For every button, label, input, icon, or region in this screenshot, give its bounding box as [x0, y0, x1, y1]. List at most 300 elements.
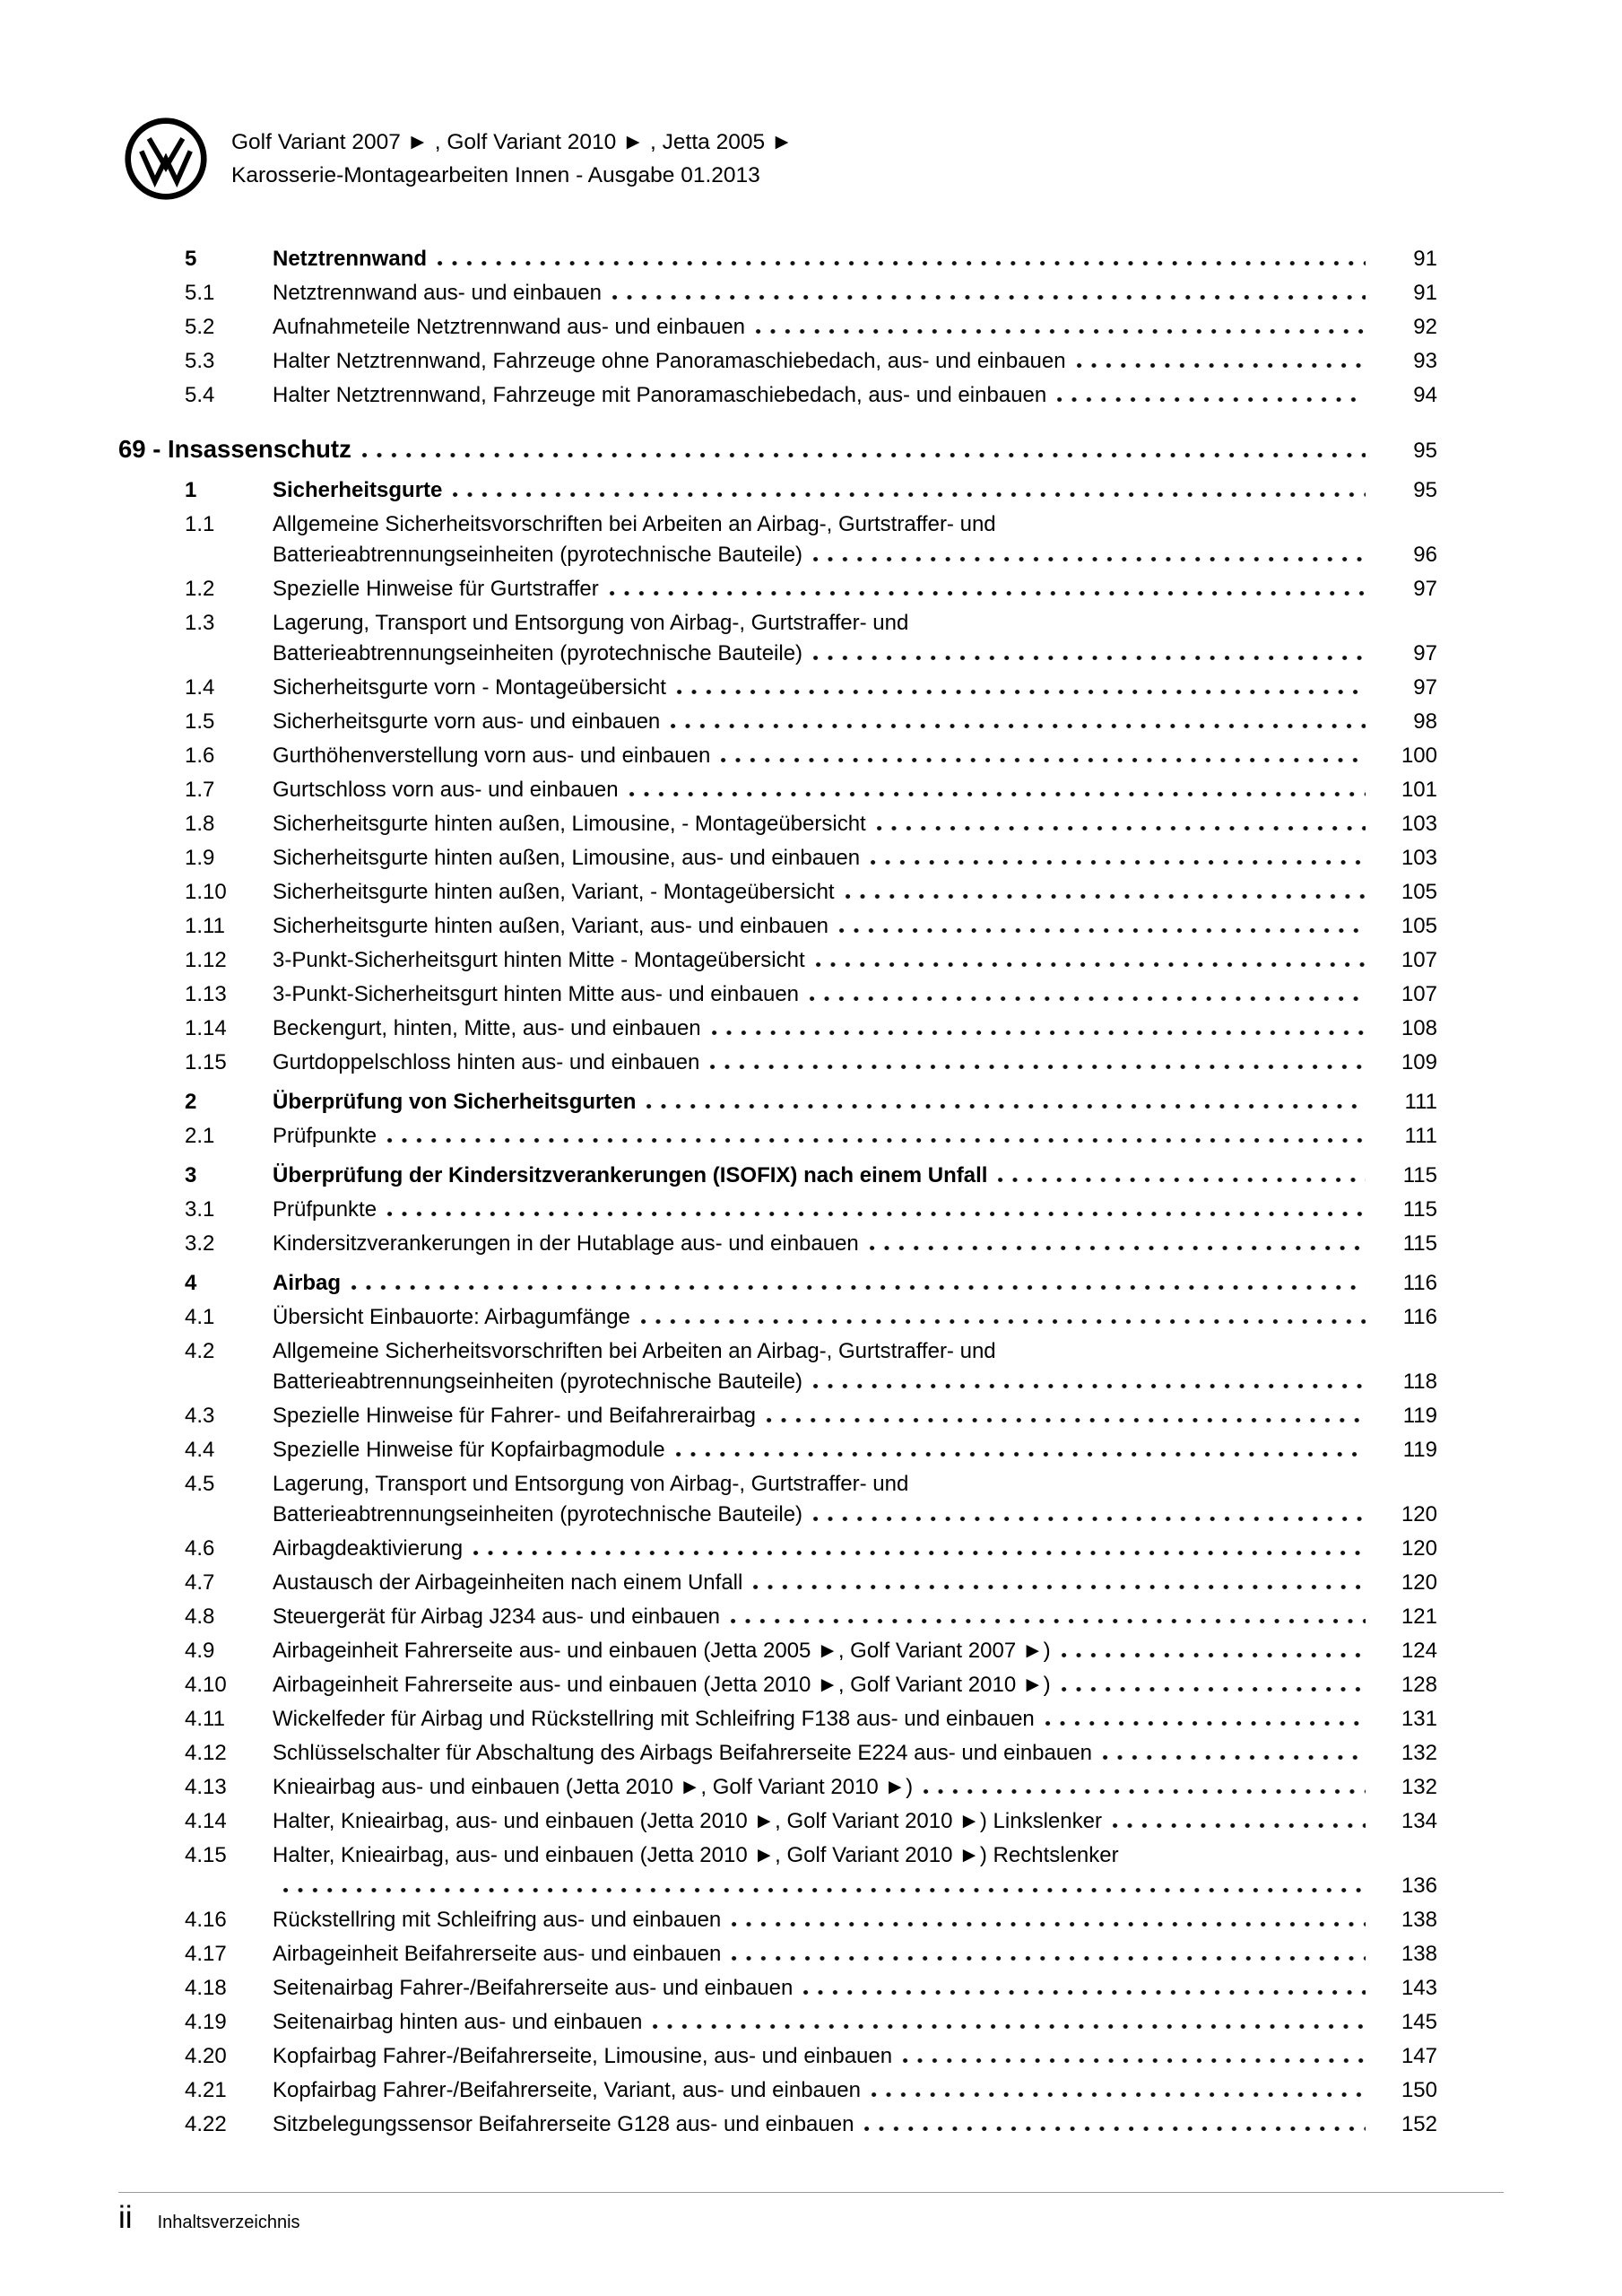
toc-entry-line	[118, 475, 1437, 506]
toc-entry-line	[118, 540, 1437, 570]
toc-entry-title: Lagerung, Transport und Entsorgung von Airbag-, Gurtstraffer- und	[273, 611, 909, 635]
footer-page-number: ii	[118, 2200, 133, 2235]
toc	[118, 235, 1437, 2144]
toc-entry	[118, 2075, 1437, 2106]
toc-entry-title: Airbagdeaktivierung	[273, 1536, 464, 1561]
dot-leader	[813, 1384, 1366, 1388]
dot-leader	[1057, 397, 1366, 402]
footer-divider	[118, 2192, 1504, 2193]
toc-entry-page: 96	[1413, 543, 1437, 567]
toc-entry	[118, 2109, 1437, 2140]
toc-entry-page: 145	[1401, 2010, 1437, 2034]
dot-leader	[731, 1619, 1366, 1623]
toc-entry-number: 5.2	[185, 315, 215, 339]
toc-entry	[118, 673, 1437, 703]
toc-entry-number: 3	[185, 1163, 197, 1187]
toc-entry-title: Spezielle Hinweise für Fahrer- und Beifahrerairbag	[273, 1404, 756, 1428]
toc-entry	[118, 1704, 1437, 1735]
toc-entry-number: 4.22	[185, 2112, 227, 2136]
toc-entry-page: 115	[1402, 1163, 1437, 1187]
dot-leader	[846, 894, 1366, 899]
dot-leader	[767, 1418, 1366, 1422]
toc-entry-line	[118, 432, 1437, 466]
toc-entry	[118, 2007, 1437, 2038]
toc-entry-page: 116	[1402, 1305, 1437, 1329]
toc-entry-line	[118, 639, 1437, 669]
toc-entry-title: Prüfpunkte	[273, 1197, 377, 1222]
toc-entry-number: 4.6	[185, 1536, 215, 1561]
toc-entry-number: 4.10	[185, 1673, 227, 1697]
toc-entry-line	[118, 1534, 1437, 1564]
toc-entry-page: 132	[1401, 1775, 1437, 1799]
toc-entry-title: 3-Punkt-Sicherheitsgurt hinten Mitte - Montageübersicht	[273, 948, 805, 972]
toc-entry-page: 120	[1401, 1502, 1437, 1526]
toc-entry-page: 143	[1401, 1976, 1437, 2000]
toc-entry-page: 92	[1413, 315, 1437, 339]
toc-entry-title: Prüfpunkte	[273, 1124, 377, 1148]
toc-entry-number: 4.17	[185, 1942, 227, 1966]
toc-entry-number: 4.15	[185, 1843, 227, 1867]
toc-entry-line	[118, 1871, 1437, 1901]
toc-entry-page: 120	[1401, 1570, 1437, 1595]
toc-entry-number: 4.14	[185, 1809, 227, 1833]
toc-chapter-title: 69 - Insassenschutz	[118, 435, 351, 463]
toc-entry	[118, 775, 1437, 805]
toc-entry-line	[118, 608, 1437, 639]
dot-leader	[710, 1065, 1366, 1069]
toc-entry	[118, 1195, 1437, 1225]
toc-entry-title: Sicherheitsgurte hinten außen, Limousine, - Montageübersicht	[273, 812, 866, 836]
toc-entry-page: 103	[1401, 812, 1437, 836]
dot-leader	[1062, 1653, 1366, 1657]
toc-entry-number: 4.21	[185, 2078, 227, 2102]
dot-leader	[676, 1452, 1366, 1457]
toc-entry-line	[118, 741, 1437, 771]
header-models-line: Golf Variant 2007 ► , Golf Variant 2010 ► , Jetta 2005 ►	[231, 130, 794, 154]
toc-entry-title: Spezielle Hinweise für Gurtstraffer	[273, 577, 599, 601]
toc-entry-page: 91	[1413, 247, 1437, 271]
toc-entry-title: Seitenairbag Fahrer-/Beifahrerseite aus- und einbauen	[273, 1976, 794, 2000]
toc-entry-page: 97	[1413, 675, 1437, 700]
toc-entry-line	[118, 1670, 1437, 1700]
toc-entry	[118, 1336, 1437, 1397]
dot-leader	[677, 690, 1366, 694]
toc-entry-line	[118, 1500, 1437, 1530]
toc-entry-number: 2.1	[185, 1124, 215, 1148]
toc-entry-page: 115	[1402, 1197, 1437, 1222]
toc-entry	[118, 1302, 1437, 1333]
dot-leader	[362, 453, 1366, 457]
dot-leader	[903, 2058, 1366, 2063]
toc-entry-title: 3-Punkt-Sicherheitsgurt hinten Mitte aus- und einbauen	[273, 982, 800, 1006]
toc-entry-line	[118, 979, 1437, 1010]
toc-entry-title: Wickelfeder für Airbag und Rückstellring mit Schleifring F138 aus- und einbauen	[273, 1707, 1035, 1731]
toc-entry-line	[118, 843, 1437, 874]
toc-entry-line	[118, 707, 1437, 737]
toc-entry-line	[118, 1013, 1437, 1044]
toc-entry	[118, 1636, 1437, 1666]
toc-entry-title: Überprüfung der Kindersitzverankerungen (ISOFIX) nach einem Unfall	[273, 1163, 988, 1187]
toc-entry-page: 115	[1402, 1231, 1437, 1256]
header-subtitle-line: Karosserie-Montagearbeiten Innen - Ausgabe 01.2013	[231, 163, 760, 187]
footer-section-label: Inhaltsverzeichnis	[157, 2213, 300, 2232]
toc-entry-number: 4.11	[185, 1707, 225, 1731]
toc-entry-number: 1.13	[185, 982, 227, 1006]
toc-entry	[118, 1738, 1437, 1769]
toc-entry-title: Batterieabtrennungseinheiten (pyrotechnische Bauteile)	[273, 641, 803, 665]
toc-entry-title: Gurtschloss vorn aus- und einbauen	[273, 778, 619, 802]
toc-entry	[118, 877, 1437, 908]
toc-entry-number: 4.4	[185, 1438, 215, 1462]
toc-entry-title: Rückstellring mit Schleifring aus- und einbauen	[273, 1908, 722, 1932]
toc-entry-title: Seitenairbag hinten aus- und einbauen	[273, 2010, 643, 2034]
toc-entry-number: 4.20	[185, 2044, 227, 2068]
toc-entry-page: 97	[1413, 577, 1437, 601]
dot-leader	[813, 1517, 1366, 1521]
toc-entry-number: 4.9	[185, 1639, 215, 1663]
toc-entry-title: Batterieabtrennungseinheiten (pyrotechnische Bauteile)	[273, 1370, 803, 1394]
dot-leader	[816, 962, 1366, 967]
toc-entry-line	[118, 877, 1437, 908]
toc-entry-title: Sicherheitsgurte hinten außen, Variant, - Montageübersicht	[273, 880, 835, 904]
dot-leader	[1103, 1755, 1366, 1760]
toc-entry-title: Kopfairbag Fahrer-/Beifahrerseite, Variant, aus- und einbauen	[273, 2078, 861, 2102]
toc-entry-number: 1.11	[185, 914, 225, 938]
dot-leader	[877, 826, 1366, 831]
toc-entry-number: 1.12	[185, 948, 227, 972]
toc-entry-page: 138	[1401, 1908, 1437, 1932]
toc-entry	[118, 1973, 1437, 2004]
toc-entry-line	[118, 809, 1437, 839]
toc-entry-number: 5.3	[185, 349, 215, 373]
toc-entry-line	[118, 509, 1437, 540]
dot-leader	[351, 1285, 1366, 1290]
dot-leader	[872, 2092, 1366, 2097]
toc-entry-number: 4.12	[185, 1741, 227, 1765]
toc-entry-page: 134	[1401, 1809, 1437, 1833]
toc-entry-line	[118, 2075, 1437, 2106]
dot-leader	[653, 2024, 1366, 2029]
toc-entry	[118, 1229, 1437, 1259]
header-text-block	[231, 126, 793, 192]
toc-entry-title: Halter Netztrennwand, Fahrzeuge mit Panoramaschiebedach, aus- und einbauen	[273, 383, 1047, 407]
toc-entry-title: Allgemeine Sicherheitsvorschriften bei Arbeiten an Airbag-, Gurtstraffer- und	[273, 1339, 996, 1363]
toc-entry-title: Spezielle Hinweise für Kopfairbagmodule	[273, 1438, 665, 1462]
toc-entry-line	[118, 1302, 1437, 1333]
dot-leader	[721, 758, 1366, 762]
toc-entry-page: 132	[1401, 1741, 1437, 1765]
toc-entry-line	[118, 1772, 1437, 1803]
toc-entry	[118, 1121, 1437, 1152]
toc-entry	[118, 1161, 1437, 1191]
toc-entry-line	[118, 1336, 1437, 1367]
toc-entry-line	[118, 1738, 1437, 1769]
toc-entry	[118, 1435, 1437, 1465]
toc-entry-page: 152	[1401, 2112, 1437, 2136]
toc-entry-page: 95	[1413, 478, 1437, 502]
toc-entry-number: 4.18	[185, 1976, 227, 2000]
toc-entry-number: 1	[185, 478, 197, 502]
toc-entry-line	[118, 2109, 1437, 2140]
toc-entry-number: 1.4	[185, 675, 215, 700]
toc-entry	[118, 911, 1437, 942]
toc-entry-title: Kopfairbag Fahrer-/Beifahrerseite, Limousine, aus- und einbauen	[273, 2044, 893, 2068]
toc-entry-number: 4.2	[185, 1339, 215, 1363]
toc-entry	[118, 1602, 1437, 1632]
toc-entry-line	[118, 1367, 1437, 1397]
toc-entry-page: 111	[1404, 1090, 1437, 1114]
toc-entry-page: 136	[1401, 1874, 1437, 1898]
toc-entry-page: 91	[1413, 281, 1437, 305]
toc-entry	[118, 574, 1437, 604]
toc-entry-line	[118, 1469, 1437, 1500]
toc-entry	[118, 707, 1437, 737]
dot-leader	[924, 1789, 1366, 1794]
toc-entry-number: 1.6	[185, 744, 215, 768]
toc-entry-number: 1.15	[185, 1050, 227, 1074]
toc-entry	[118, 1048, 1437, 1078]
toc-entry-line	[118, 1087, 1437, 1118]
toc-entry-number: 4.19	[185, 2010, 227, 2034]
toc-entry-title: Überprüfung von Sicherheitsgurten	[273, 1090, 637, 1114]
toc-entry	[118, 809, 1437, 839]
toc-entry-title: Batterieabtrennungseinheiten (pyrotechnische Bauteile)	[273, 543, 803, 567]
toc-entry	[118, 1087, 1437, 1118]
toc-entry-line	[118, 1806, 1437, 1837]
toc-entry	[118, 380, 1437, 411]
toc-entry-number: 3.1	[185, 1197, 215, 1222]
toc-entry-line	[118, 1229, 1437, 1259]
toc-entry-title: Beckengurt, hinten, Mitte, aus- und einbauen	[273, 1016, 701, 1040]
dot-leader	[732, 1956, 1366, 1961]
dot-leader	[998, 1178, 1366, 1182]
toc-entry-title: Batterieabtrennungseinheiten (pyrotechnische Bauteile)	[273, 1502, 803, 1526]
toc-entry	[118, 312, 1437, 343]
toc-entry-page: 109	[1401, 1050, 1437, 1074]
toc-entry-page: 105	[1401, 914, 1437, 938]
toc-entry-page: 124	[1401, 1639, 1437, 1663]
toc-entry-page: 98	[1413, 709, 1437, 734]
dot-leader	[810, 996, 1366, 1001]
dot-leader	[1045, 1721, 1366, 1726]
toc-entry-page: 101	[1401, 778, 1437, 802]
toc-entry-page: 128	[1401, 1673, 1437, 1697]
toc-chapter	[118, 432, 1437, 466]
toc-entry	[118, 2041, 1437, 2072]
toc-entry-title: Lagerung, Transport und Entsorgung von Airbag-, Gurtstraffer- und	[273, 1472, 909, 1496]
toc-entry-line	[118, 1973, 1437, 2004]
toc-entry-title: Kindersitzverankerungen in der Hutablage aus- und einbauen	[273, 1231, 859, 1256]
toc-entry-title: Sicherheitsgurte vorn - Montageübersicht	[273, 675, 666, 700]
toc-entry-line	[118, 1939, 1437, 1970]
toc-entry-page: 120	[1401, 1536, 1437, 1561]
toc-entry-page: 118	[1402, 1370, 1437, 1394]
toc-entry-number: 1.3	[185, 611, 215, 635]
toc-entry-title: Halter, Knieairbag, aus- und einbauen (Jetta 2010 ►, Golf Variant 2010 ►) Linkslenker	[273, 1809, 1102, 1833]
toc-entry-number: 1.10	[185, 880, 227, 904]
toc-entry	[118, 278, 1437, 309]
toc-entry	[118, 608, 1437, 669]
toc-entry-line	[118, 574, 1437, 604]
toc-entry-page: 147	[1401, 2044, 1437, 2068]
dot-leader	[1077, 363, 1366, 368]
toc-entry-page: 131	[1401, 1707, 1437, 1731]
toc-entry	[118, 1670, 1437, 1700]
toc-entry-line	[118, 673, 1437, 703]
toc-entry-title: Halter Netztrennwand, Fahrzeuge ohne Panoramaschiebedach, aus- und einbauen	[273, 349, 1066, 373]
toc-entry-title: Sicherheitsgurte hinten außen, Variant, aus- und einbauen	[273, 914, 828, 938]
toc-entry-title: Airbageinheit Fahrerseite aus- und einbauen (Jetta 2010 ►, Golf Variant 2010 ►)	[273, 1673, 1051, 1697]
toc-entry-page: 119	[1402, 1404, 1437, 1428]
toc-entry-page: 116	[1402, 1271, 1437, 1295]
toc-entry-line	[118, 1121, 1437, 1152]
toc-entry-line	[118, 911, 1437, 942]
toc-entry-page: 121	[1401, 1605, 1437, 1629]
toc-entry-page: 93	[1413, 349, 1437, 373]
toc-entry-page: 138	[1401, 1942, 1437, 1966]
toc-entry-title: Schlüsselschalter für Abschaltung des Airbags Beifahrerseite E224 aus- und einbauen	[273, 1741, 1092, 1765]
toc-entry-number: 1.9	[185, 846, 215, 870]
vw-logo-icon	[124, 117, 208, 201]
toc-entry	[118, 1840, 1437, 1901]
toc-entry-title: Gurtdoppelschloss hinten aus- und einbauen	[273, 1050, 700, 1074]
toc-entry-line	[118, 1161, 1437, 1191]
dot-leader	[1062, 1687, 1366, 1692]
dot-leader	[453, 492, 1366, 497]
dot-leader	[646, 1104, 1366, 1109]
toc-entry	[118, 741, 1437, 771]
toc-entry-number: 4.16	[185, 1908, 227, 1932]
toc-entry-title: Airbag	[273, 1271, 342, 1295]
toc-entry	[118, 509, 1437, 570]
dot-leader	[610, 591, 1366, 596]
dot-leader	[612, 295, 1366, 300]
toc-entry-line	[118, 278, 1437, 309]
toc-entry	[118, 1772, 1437, 1803]
toc-entry-number: 4.3	[185, 1404, 215, 1428]
toc-entry	[118, 1469, 1437, 1530]
toc-entry	[118, 1806, 1437, 1837]
toc-entry-number: 4.13	[185, 1775, 227, 1799]
toc-entry-title: Sitzbelegungssensor Beifahrerseite G128 aus- und einbauen	[273, 2112, 854, 2136]
toc-entry-page: 107	[1401, 982, 1437, 1006]
toc-entry-line	[118, 2041, 1437, 2072]
toc-entry-page: 150	[1401, 2078, 1437, 2102]
dot-leader	[813, 656, 1366, 660]
toc-entry	[118, 1401, 1437, 1431]
toc-entry-number: 4	[185, 1271, 197, 1295]
toc-entry	[118, 1534, 1437, 1564]
toc-entry-line	[118, 1568, 1437, 1598]
dot-leader	[629, 792, 1366, 796]
dot-leader	[387, 1138, 1366, 1143]
dot-leader	[756, 329, 1366, 334]
toc-entry-number: 1.14	[185, 1016, 227, 1040]
toc-entry-line	[118, 1435, 1437, 1465]
toc-entry-title: Sicherheitsgurte vorn aus- und einbauen	[273, 709, 661, 734]
toc-entry-number: 4.5	[185, 1472, 215, 1496]
toc-entry-line	[118, 1195, 1437, 1225]
dot-leader	[387, 1212, 1366, 1216]
toc-entry-line	[118, 1048, 1437, 1078]
toc-entry-page: 100	[1401, 744, 1437, 768]
toc-entry-title: Austausch der Airbageinheiten nach einem Unfall	[273, 1570, 743, 1595]
toc-entry	[118, 1568, 1437, 1598]
toc-entry	[118, 945, 1437, 976]
toc-entry-title: Sicherheitsgurte hinten außen, Limousine, aus- und einbauen	[273, 846, 861, 870]
toc-entry	[118, 843, 1437, 874]
toc-entry-number: 1.5	[185, 709, 215, 734]
toc-entry-page: 111	[1404, 1124, 1437, 1148]
toc-entry-page: 105	[1401, 880, 1437, 904]
dot-leader	[803, 1990, 1366, 1995]
toc-entry-title: Gurthöhenverstellung vorn aus- und einbauen	[273, 744, 711, 768]
toc-entry-line	[118, 1401, 1437, 1431]
toc-entry-title: Halter, Knieairbag, aus- und einbauen (Jetta 2010 ►, Golf Variant 2010 ►) Rechtslenker	[273, 1843, 1119, 1867]
toc-entry-line	[118, 1840, 1437, 1871]
toc-entry	[118, 1905, 1437, 1935]
toc-entry-title: Airbageinheit Fahrerseite aus- und einbauen (Jetta 2005 ►, Golf Variant 2007 ►)	[273, 1639, 1051, 1663]
toc-entry-line	[118, 380, 1437, 411]
toc-entry	[118, 244, 1437, 274]
toc-entry-number: 1.2	[185, 577, 215, 601]
toc-entry-page: 108	[1401, 1016, 1437, 1040]
toc-entry-title: Allgemeine Sicherheitsvorschriften bei Arbeiten an Airbag-, Gurtstraffer- und	[273, 512, 996, 536]
toc-entry-page: 97	[1413, 641, 1437, 665]
toc-entry-number: 1.7	[185, 778, 215, 802]
toc-entry-number: 5	[185, 247, 197, 271]
dot-leader	[864, 2126, 1366, 2131]
toc-entry-line	[118, 312, 1437, 343]
toc-entry	[118, 979, 1437, 1010]
toc-entry-title: Übersicht Einbauorte: Airbagumfänge	[273, 1305, 630, 1329]
toc-entry	[118, 346, 1437, 377]
dot-leader	[283, 1888, 1366, 1892]
toc-entry-line	[118, 1268, 1437, 1299]
toc-entry	[118, 1939, 1437, 1970]
toc-entry-line	[118, 2007, 1437, 2038]
toc-entry-line	[118, 1905, 1437, 1935]
toc-entry-number: 5.4	[185, 383, 215, 407]
toc-entry-number: 1.1	[185, 512, 215, 536]
toc-entry-title: Netztrennwand aus- und einbauen	[273, 281, 602, 305]
toc-entry-line	[118, 775, 1437, 805]
dot-leader	[870, 1246, 1366, 1250]
toc-entry	[118, 1013, 1437, 1044]
toc-entry-line	[118, 346, 1437, 377]
page-footer	[118, 2199, 300, 2237]
toc-entry-number: 1.8	[185, 812, 215, 836]
dot-leader	[1113, 1823, 1366, 1828]
toc-entry-title: Aufnahmeteile Netztrennwand aus- und einbauen	[273, 315, 746, 339]
toc-entry-page: 119	[1402, 1438, 1437, 1462]
dot-leader	[438, 261, 1366, 265]
toc-entry-line	[118, 1602, 1437, 1632]
page-header	[124, 117, 793, 201]
toc-entry	[118, 475, 1437, 506]
dot-leader	[813, 557, 1366, 561]
dot-leader	[473, 1551, 1366, 1555]
toc-entry-number: 4.1	[185, 1305, 215, 1329]
dot-leader	[871, 860, 1366, 865]
toc-entry-page: 103	[1401, 846, 1437, 870]
dot-leader	[712, 1031, 1366, 1035]
dot-leader	[753, 1585, 1366, 1589]
toc-entry-line	[118, 1636, 1437, 1666]
toc-entry-title: Knieairbag aus- und einbauen (Jetta 2010 ►, Golf Variant 2010 ►)	[273, 1775, 914, 1799]
toc-entry-number: 4.8	[185, 1605, 215, 1629]
dot-leader	[641, 1319, 1366, 1324]
